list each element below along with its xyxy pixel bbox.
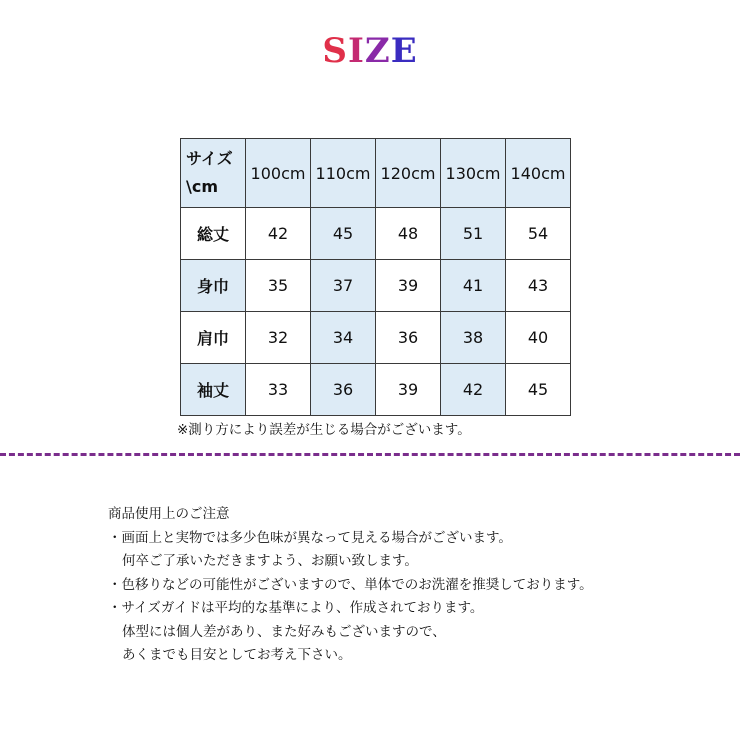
- dashed-divider: [0, 453, 740, 456]
- table-corner-cell: [181, 139, 246, 208]
- table-cell: 36: [311, 364, 376, 416]
- table-cell: 33: [246, 364, 311, 416]
- table-cell: 39: [376, 260, 441, 312]
- table-cell: 42: [441, 364, 506, 416]
- row-label: 身巾: [181, 260, 246, 312]
- row-label: 総丈: [181, 208, 246, 260]
- table-cell: 40: [506, 312, 571, 364]
- table-cell: 42: [246, 208, 311, 260]
- corner-label-unit: \cm: [186, 177, 218, 196]
- table-cell: 41: [441, 260, 506, 312]
- table-cell: 45: [311, 208, 376, 260]
- corner-label-size: サイズ: [186, 149, 233, 168]
- row-label: 袖丈: [181, 364, 246, 416]
- column-header: 110cm: [311, 139, 376, 208]
- column-header: 130cm: [441, 139, 506, 208]
- table-row: [181, 260, 571, 312]
- notice-line: ・画面上と実物では多少色味が異なって見える場合がございます。: [108, 529, 512, 546]
- table-cell: 54: [506, 208, 571, 260]
- table-row: [181, 208, 571, 260]
- title-char: E: [390, 31, 418, 71]
- size-table: [180, 138, 571, 416]
- column-header: 140cm: [506, 139, 571, 208]
- measurement-note: ※測り方により誤差が生じる場合がございます。: [177, 422, 471, 438]
- notice-line: ・サイズガイドは平均的な基準により、作成されております。: [108, 600, 484, 616]
- notice-line: あくまでも目安としてお考え下さい。: [122, 647, 352, 663]
- table-row: [181, 364, 571, 416]
- table-cell: 36: [376, 312, 441, 364]
- table-cell: 35: [246, 260, 311, 312]
- title-char: S: [322, 31, 348, 71]
- table-cell: 32: [246, 312, 311, 364]
- column-header: 120cm: [376, 139, 441, 208]
- table-cell: 43: [506, 260, 571, 312]
- row-label: 肩巾: [181, 312, 246, 364]
- size-title: [0, 28, 740, 74]
- notice-heading: 商品使用上のご注意: [108, 506, 230, 522]
- table-cell: 48: [376, 208, 441, 260]
- notice-line: 体型には個人差があり、また好みもございますので、: [122, 623, 446, 640]
- notice-line: ・色移りなどの可能性がございますので、単体でのお洗濯を推奨しております。: [108, 576, 593, 593]
- table-cell: 38: [441, 312, 506, 364]
- table-cell: 51: [441, 208, 506, 260]
- title-char: Z: [364, 31, 391, 71]
- table-cell: 45: [506, 364, 571, 416]
- table-cell: 39: [376, 364, 441, 416]
- table-cell: 34: [311, 312, 376, 364]
- notice-line: 何卒ご了承いただきますよう、お願い致します。: [122, 553, 418, 569]
- title-char: I: [347, 31, 365, 71]
- table-row: [181, 312, 571, 364]
- usage-notice: [108, 503, 593, 668]
- column-header: 100cm: [246, 139, 311, 208]
- table-header-row: [181, 139, 571, 208]
- table-cell: 37: [311, 260, 376, 312]
